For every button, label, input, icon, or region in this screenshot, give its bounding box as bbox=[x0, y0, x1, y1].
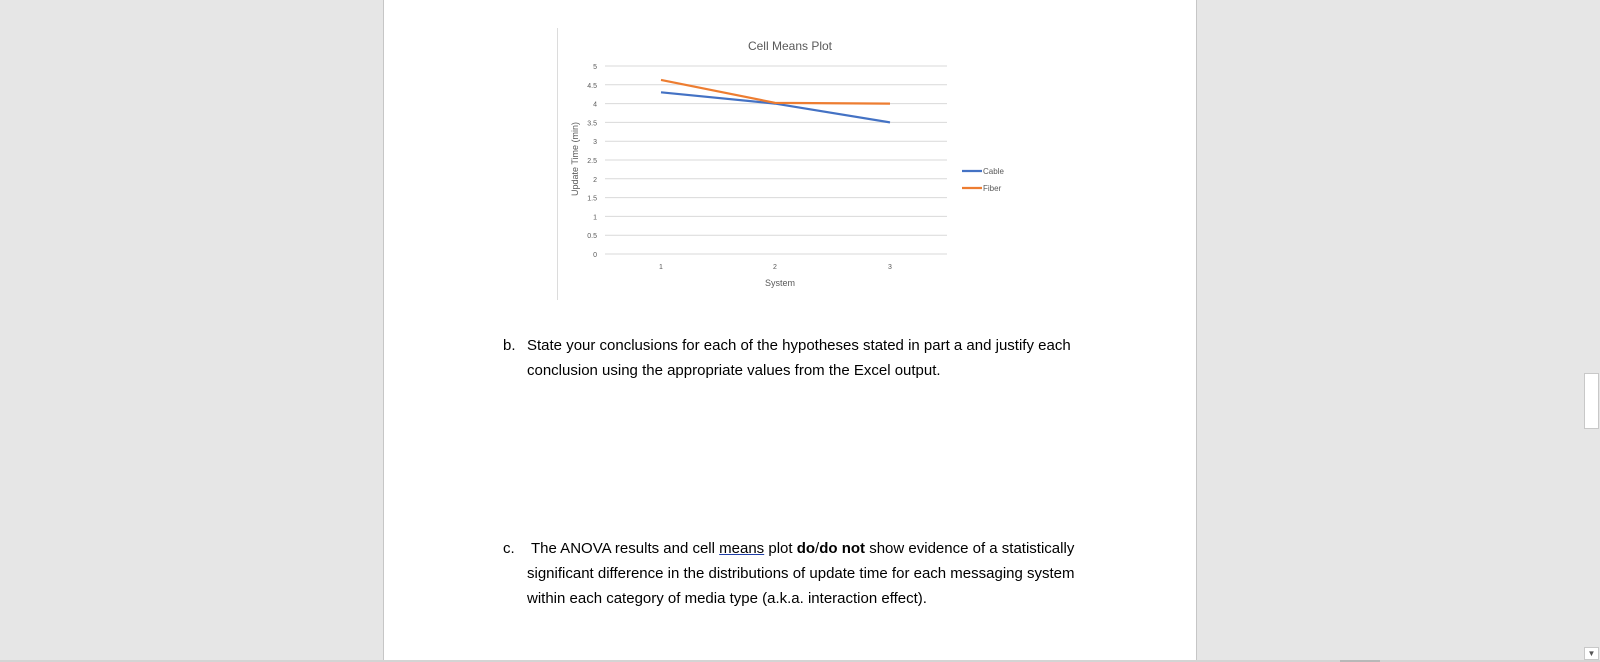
part-b-line-2: conclusion using the appropriate values from the Excel output. bbox=[527, 362, 941, 379]
vertical-scrollbar[interactable] bbox=[1583, 0, 1600, 662]
y-tick-label: 3.5 bbox=[587, 120, 597, 128]
y-tick-label: 2.5 bbox=[587, 158, 597, 165]
part-c-paragraph bbox=[503, 536, 1083, 611]
y-tick-label: 5 bbox=[593, 64, 597, 71]
part-c-line-3: within each category of media type (a.k.a. interaction effect). bbox=[527, 590, 927, 607]
part-b-paragraph bbox=[503, 333, 1083, 383]
legend-label-fiber: Fiber bbox=[983, 184, 1002, 193]
y-axis-label: Update Time (min) bbox=[570, 121, 580, 197]
list-marker-c: c. bbox=[503, 540, 515, 557]
scroll-down-button[interactable]: ▼ bbox=[1584, 647, 1599, 660]
x-tick-label: 2 bbox=[773, 264, 777, 271]
do-option: do bbox=[796, 540, 816, 557]
part-c-line-2: significant difference in the distributions of update time for each messaging system bbox=[527, 565, 1075, 582]
x-tick-label: 3 bbox=[888, 264, 892, 271]
series-line-fiber bbox=[661, 80, 890, 104]
y-tick-labels bbox=[587, 64, 597, 259]
y-tick-label: 3 bbox=[593, 139, 597, 147]
series-lines bbox=[661, 80, 890, 122]
part-b-line-1: State your conclusions for each of the hypotheses stated in part a and justify each bbox=[527, 337, 1071, 354]
x-tick-label: 1 bbox=[659, 264, 663, 271]
do-not-option: do not bbox=[819, 540, 866, 557]
y-tick-label: 0.5 bbox=[587, 233, 597, 241]
cell-means-chart[interactable] bbox=[557, 28, 1027, 300]
y-tick-label: 0 bbox=[593, 252, 597, 259]
means-word: means bbox=[719, 540, 765, 557]
y-tick-label: 1.5 bbox=[587, 195, 597, 203]
x-tick-labels bbox=[659, 264, 892, 271]
legend-label-cable: Cable bbox=[983, 167, 1004, 176]
part-c-text-1: The ANOVA results and cell bbox=[531, 540, 720, 557]
list-marker-b: b. bbox=[503, 337, 516, 354]
chart-legend bbox=[962, 167, 1004, 193]
x-axis-label: System bbox=[764, 278, 796, 288]
chart-title: Cell Means Plot bbox=[747, 39, 833, 53]
part-c-line-1 bbox=[527, 536, 1083, 561]
slash: / bbox=[815, 540, 820, 557]
scroll-thumb[interactable] bbox=[1584, 373, 1599, 429]
part-c-text-7: show evidence of a statistically bbox=[865, 540, 1075, 557]
y-tick-label: 4 bbox=[593, 101, 597, 109]
y-tick-label: 2 bbox=[593, 176, 597, 184]
gridlines bbox=[605, 66, 947, 254]
y-tick-label: 4.5 bbox=[587, 82, 597, 90]
series-line-cable bbox=[661, 92, 890, 122]
part-c-text-3: plot bbox=[764, 540, 797, 557]
y-tick-label: 1 bbox=[593, 214, 597, 222]
